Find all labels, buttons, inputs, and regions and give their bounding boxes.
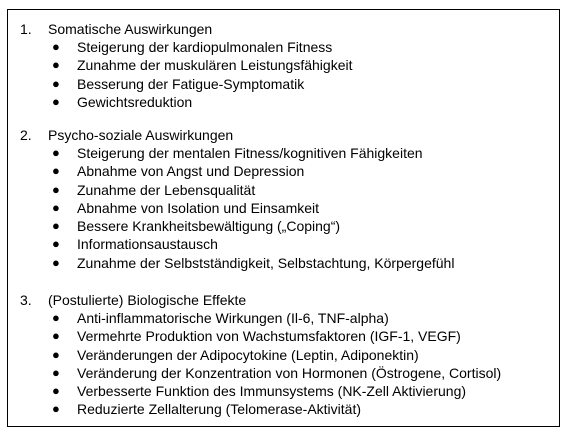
list-item-text: Veränderungen der Adipocytokine (Leptin, Adiponektin) <box>77 346 419 363</box>
list-item-text: Vermehrte Produktion von Wachstumsfaktoren (IGF-1, VEGF) <box>77 328 461 345</box>
list-item <box>8 254 559 272</box>
bullet-icon: ● <box>52 383 60 399</box>
section-title: Psycho-soziale Auswirkungen <box>48 127 234 143</box>
list-item-text: Abnahme von Isolation und Einsamkeit <box>77 199 320 216</box>
list-item <box>8 235 559 253</box>
list-item-text: Veränderung der Konzentration von Hormonen (Östrogene, Cortisol) <box>77 364 502 381</box>
list-item <box>8 56 559 74</box>
list-item-text: Gewichtsreduktion <box>77 93 193 110</box>
list-item-text: Abnahme von Angst und Depression <box>77 163 305 180</box>
section-psychosocial <box>8 126 559 272</box>
section-heading <box>8 20 559 38</box>
section-number: 2. <box>20 127 32 143</box>
list-item-text: Zunahme der muskulären Leistungsfähigkeit <box>77 57 353 74</box>
section-somatic <box>8 20 559 111</box>
section-title: (Postulierte) Biologische Effekte <box>48 292 247 308</box>
list-item <box>8 38 559 56</box>
list-item-text: Steigerung der mentalen Fitness/kognitiven Fähigkeiten <box>77 145 423 161</box>
bullet-icon: ● <box>52 218 60 234</box>
bullet-icon: ● <box>52 39 60 54</box>
list-item-text: Reduzierte Zellalterung (Telomerase-Aktivität) <box>77 401 361 418</box>
list-item <box>8 327 559 345</box>
list-item-text: Informationsaustausch <box>77 236 218 253</box>
bullet-icon: ● <box>52 328 60 344</box>
list-item <box>8 199 559 217</box>
list-item <box>8 309 559 327</box>
bullet-icon: ● <box>52 310 60 325</box>
list-item <box>8 382 559 400</box>
list-item-text: Bessere Krankheitsbewältigung („Coping“) <box>77 218 341 235</box>
bullet-icon: ● <box>52 199 60 215</box>
content-box <box>7 9 560 427</box>
section-title: Somatische Auswirkungen <box>48 21 213 37</box>
list-item-text: Zunahme der Selbstständigkeit, Selbstachtung, Körpergefühl <box>77 254 455 271</box>
list-item-text: Anti-inflammatorische Wirkungen (Il-6, TNF-alpha) <box>77 310 389 326</box>
list-item-text: Verbesserte Funktion des Immunsystems (NK-Zell Aktivierung) <box>77 383 467 400</box>
list-item-text: Steigerung der kardiopulmonalen Fitness <box>77 39 333 55</box>
section-heading <box>8 291 559 309</box>
list-item <box>8 181 559 199</box>
bullet-icon: ● <box>52 75 60 91</box>
bullet-icon: ● <box>52 57 60 73</box>
list-item <box>8 75 559 93</box>
list-item <box>8 93 559 111</box>
section-heading <box>8 126 559 144</box>
bullet-icon: ● <box>52 236 60 252</box>
bullet-list <box>8 144 559 272</box>
list-item <box>8 217 559 235</box>
bullet-icon: ● <box>52 401 60 417</box>
list-item-text: Besserung der Fatigue-Symptomatik <box>77 75 305 92</box>
section-biological <box>8 291 559 419</box>
section-number: 3. <box>20 292 32 308</box>
list-item <box>8 364 559 382</box>
bullet-icon: ● <box>52 145 60 160</box>
list-item-text: Zunahme der Lebensqualität <box>77 181 256 198</box>
bullet-icon: ● <box>52 254 60 270</box>
bullet-icon: ● <box>52 346 60 362</box>
list-item <box>8 400 559 418</box>
bullet-icon: ● <box>52 163 60 179</box>
list-item <box>8 144 559 162</box>
bullet-list <box>8 309 559 419</box>
bullet-icon: ● <box>52 181 60 197</box>
bullet-icon: ● <box>52 93 60 109</box>
list-item <box>8 162 559 180</box>
list-item <box>8 346 559 364</box>
section-number: 1. <box>20 21 32 37</box>
bullet-icon: ● <box>52 364 60 380</box>
bullet-list <box>8 38 559 111</box>
